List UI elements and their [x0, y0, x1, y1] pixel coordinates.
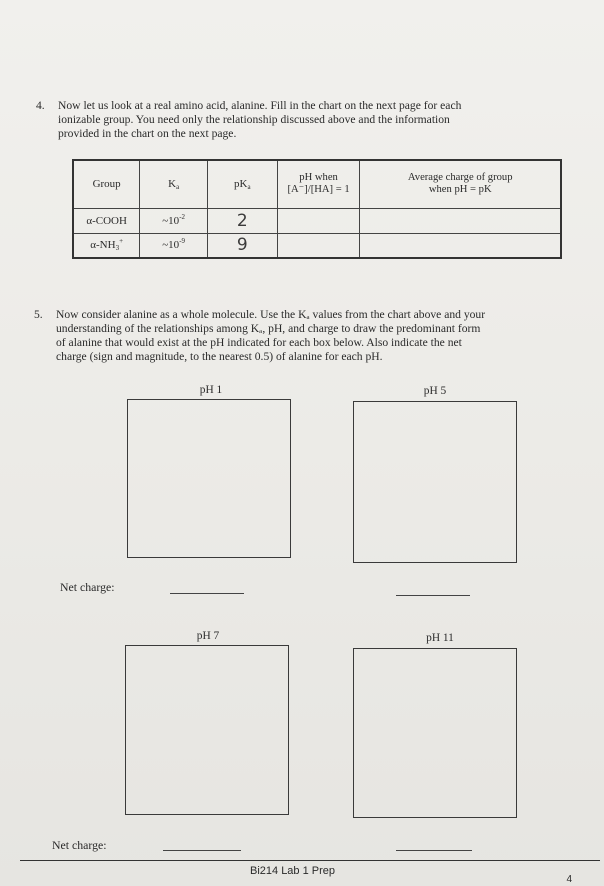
header-ph-when: pH when [A⁻]/[HA] = 1: [277, 160, 360, 208]
question-5-line: understanding of the relationships among Kₐ, pH, and charge to draw the predominant form: [56, 322, 481, 335]
ph5-label: pH 5: [423, 385, 447, 397]
header-average-charge: Average charge of group when pH = pK: [360, 160, 561, 208]
ph1-label: pH 1: [199, 384, 223, 396]
net-charge-ph11-blank[interactable]: [396, 850, 472, 851]
cell-group: $\alpha-NH_3^+$: [73, 233, 140, 258]
cell-average-charge-blank[interactable]: [360, 233, 561, 258]
ionizable-group-table: [72, 159, 562, 259]
header-pka: $pK_a$: [208, 160, 278, 208]
footer-course: Bi214 Lab 1 Prep: [250, 865, 336, 877]
question-5-line: Now consider alanine as a whole molecule. Use the Kₐ values from the chart above and your: [56, 308, 486, 321]
ph7-drawing-box[interactable]: [125, 645, 289, 815]
cell-average-charge-blank[interactable]: [360, 208, 561, 233]
net-charge-ph7-blank[interactable]: [163, 850, 241, 851]
ph11-drawing-box[interactable]: [353, 648, 517, 818]
ph7-label: pH 7: [196, 630, 220, 642]
header-group: Group: [73, 160, 140, 208]
footer-page-number: 4: [566, 874, 572, 885]
question-5-line: charge (sign and magnitude, to the nearest 0.5) of alanine for each pH.: [56, 350, 383, 363]
table-header-row: [73, 160, 561, 208]
cell-pka-handwritten[interactable]: 9: [208, 233, 278, 258]
footer-rule: [20, 860, 600, 861]
table-row: [73, 233, 561, 258]
cell-ka: $\sim 10^{-9}$: [140, 233, 208, 258]
cell-pka-handwritten[interactable]: 2: [208, 208, 278, 233]
ph5-drawing-box[interactable]: [353, 401, 517, 563]
question-5-number: 5.: [34, 308, 43, 321]
net-charge-ph5-blank[interactable]: [396, 595, 470, 596]
net-charge-label: Net charge:: [52, 838, 107, 852]
cell-ka: $\sim 10^{-2}$: [140, 208, 208, 233]
question-4-line: Now let us look at a real amino acid, alanine. Fill in the chart on the next page for each: [58, 99, 462, 112]
cell-ph-blank[interactable]: [277, 233, 360, 258]
question-4-number: 4.: [36, 99, 45, 112]
table-row: [73, 208, 561, 233]
question-4-line: ionizable group. You need only the relationship discussed above and the information: [58, 113, 450, 126]
ph11-label: pH 11: [426, 632, 454, 644]
cell-group: α-COOH: [73, 208, 140, 233]
net-charge-ph1-blank[interactable]: [170, 593, 244, 594]
ph1-drawing-box[interactable]: [127, 399, 291, 558]
header-ka: $K_a$: [140, 160, 208, 208]
net-charge-label: Net charge:: [60, 580, 115, 594]
question-4-line: provided in the chart on the next page.: [58, 127, 237, 140]
question-5-line: of alanine that would exist at the pH indicated for each box below. Also indicate the net: [56, 336, 462, 349]
cell-ph-blank[interactable]: [277, 208, 360, 233]
